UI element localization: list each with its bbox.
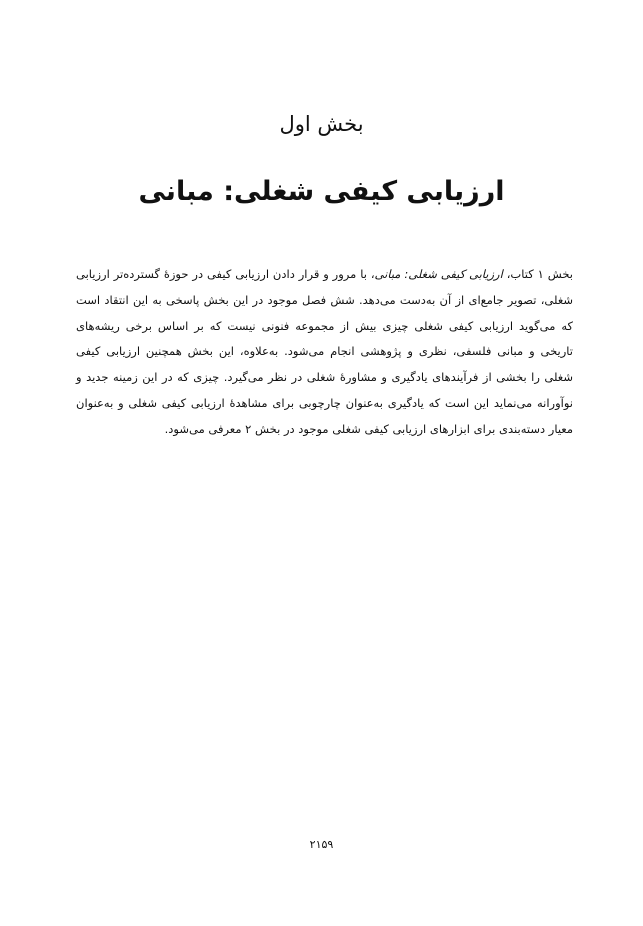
paragraph-lead: بخش ۱ کتاب، (502, 267, 573, 281)
body-paragraph (76, 262, 573, 443)
part-heading: بخش اول (279, 112, 364, 136)
chapter-title: ارزیابی کیفی شغلی: مبانی (138, 176, 505, 207)
book-title-italic: ارزیابی کیفی شغلی: مبانی (374, 267, 503, 281)
paragraph-rest: ، با مرور و قرار دادن ارزیابی کیفی در حوزهٔ گسترده‌تر ارزیابی شغلی، تصویر جامع‌ای از آن به‌دست می‌دهد. شش فصل موجود در این بخش پاسخی به این انتقاد است که می‌گوید ارزیابی کیفی شغلی چیزی بیش از مجموعه فنونی نیست که بر اساس برخی ریشه‌های تاریخی و مبانی فلسفی، نظری و پژوهشی انجام می‌شود. به‌علاوه، این بخش همچنین ارزیابی کیفی شغلی را بخشی از فرآیندهای یادگیری و مشاورهٔ شغلی در نظر می‌گیرد. چیزی که در این زمینه جدید و نوآورانه می‌نماید این است که یادگیری به‌عنوان چارچوبی برای مشاهدهٔ ارزیابی کیفی شغلی و به‌عنوان معیار دسته‌بندی برای ابزارهای ارزیابی کیفی شغلی موجود در بخش ۲ معرفی می‌شود. (76, 267, 573, 436)
page-number: ۲۱۵۹ (309, 838, 334, 851)
